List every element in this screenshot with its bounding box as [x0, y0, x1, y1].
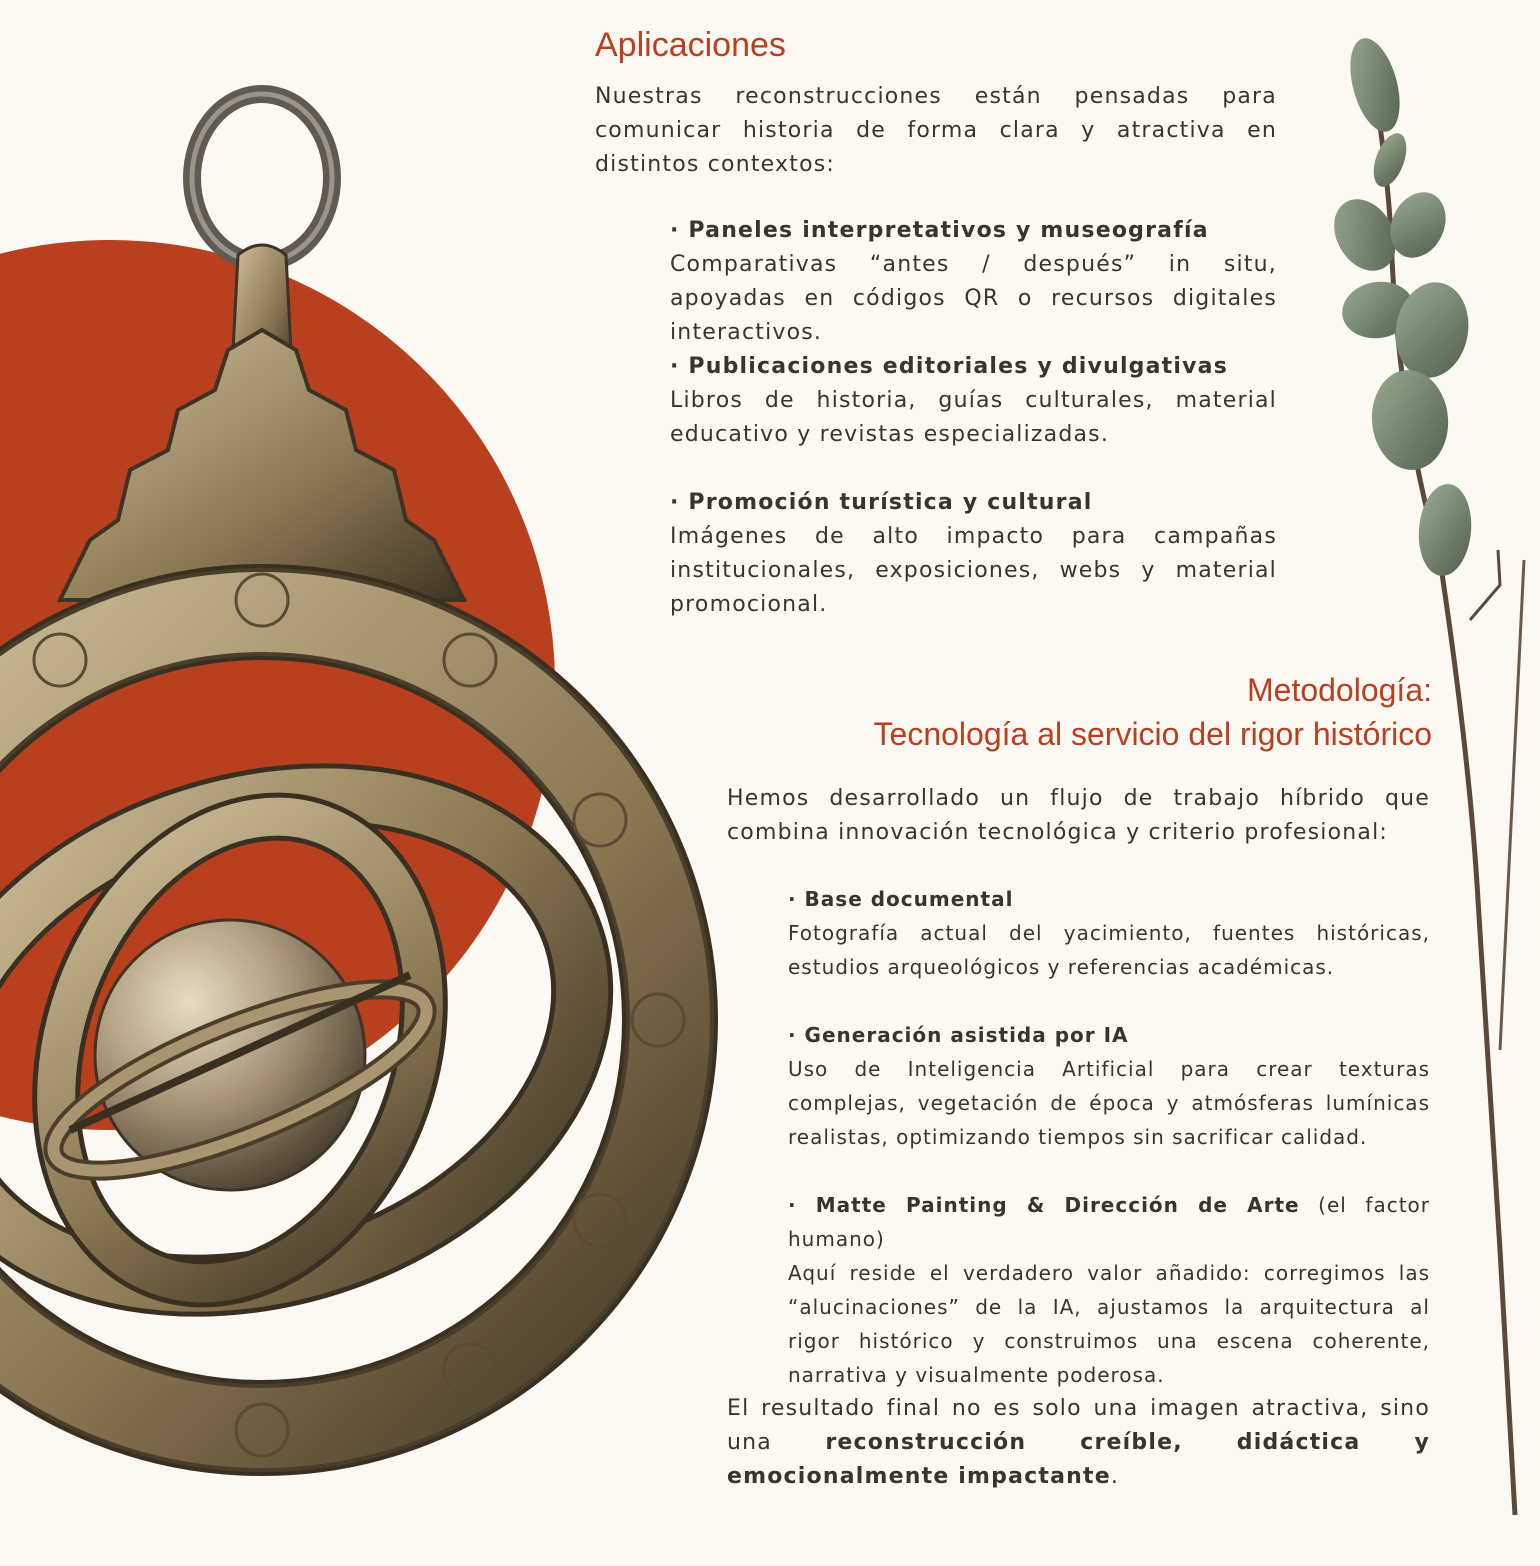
conclusion-post: . — [1110, 1464, 1120, 1489]
aplicaciones-item-title: · Publicaciones editoriales y divulgativas — [670, 354, 1229, 379]
metodologia-item-text: Fotografía actual del yacimiento, fuentes históricas, estudios arqueológicos y referencias académicas. — [788, 921, 1430, 979]
aplicaciones-item-text: Imágenes de alto impacto para campañas institucionales, exposiciones, webs y material promocional. — [670, 524, 1277, 617]
metodologia-title: Metodología: — [1246, 672, 1432, 708]
aplicaciones-item-title: · Paneles interpretativos y museografía — [670, 218, 1209, 243]
metodologia-item-1 — [788, 882, 1430, 984]
aplicaciones-item-3 — [670, 486, 1277, 622]
metodologia-intro-block — [727, 782, 1430, 850]
metodologia-item-3 — [788, 1188, 1430, 1392]
metodologia-intro: Hemos desarrollado un flujo de trabajo híbrido que combina innovación tecnológica y criterio profesional: — [727, 786, 1430, 845]
conclusion-pre: El resultado final no es solo una imagen atractiva, sino una — [727, 1396, 1430, 1455]
aplicaciones-intro: Nuestras reconstrucciones están pensadas para comunicar historia de forma clara y atractiva en distintos contextos: — [595, 84, 1277, 177]
aplicaciones-section — [595, 22, 1277, 182]
aplicaciones-item-1 — [670, 214, 1277, 350]
metodologia-item-heading — [788, 1188, 1430, 1256]
conclusion-text — [727, 1392, 1430, 1494]
metodologia-heading — [712, 668, 1432, 756]
metodologia-item-2 — [788, 1018, 1430, 1154]
metodologia-item-title: · Matte Painting & Dirección de Arte — [788, 1193, 1300, 1217]
metodologia-item-title: · Generación asistida por IA — [788, 1023, 1129, 1047]
metodologia-item-note: (el factor humano) — [788, 1193, 1430, 1251]
aplicaciones-title: Aplicaciones — [595, 26, 786, 64]
metodologia-subtitle: Tecnología al servicio del rigor histórico — [873, 716, 1432, 752]
aplicaciones-item-text: Comparativas “antes / después” in situ, apoyadas en códigos QR o recursos digitales interactivos. — [670, 252, 1277, 345]
conclusion-block — [727, 1392, 1430, 1494]
aplicaciones-item-2 — [670, 350, 1277, 452]
metodologia-item-title: · Base documental — [788, 887, 1014, 911]
conclusion-bold: reconstrucción creíble, didáctica y emocionalmente impactante — [727, 1430, 1431, 1489]
metodologia-item-text: Aquí reside el verdadero valor añadido: corregimos las “alucinaciones” de la IA, ajustamos la arquitectura al rigor histórico y construimos una escena coherente, narrativa y visualmente poderosa. — [788, 1261, 1430, 1387]
aplicaciones-item-title: · Promoción turística y cultural — [670, 490, 1093, 515]
aplicaciones-item-text: Libros de historia, guías culturales, material educativo y revistas especializadas. — [670, 388, 1277, 447]
metodologia-item-text: Uso de Inteligencia Artificial para crear texturas complejas, vegetación de época y atmósferas lumínicas realistas, optimizando tiempos sin sacrificar calidad. — [788, 1057, 1430, 1149]
